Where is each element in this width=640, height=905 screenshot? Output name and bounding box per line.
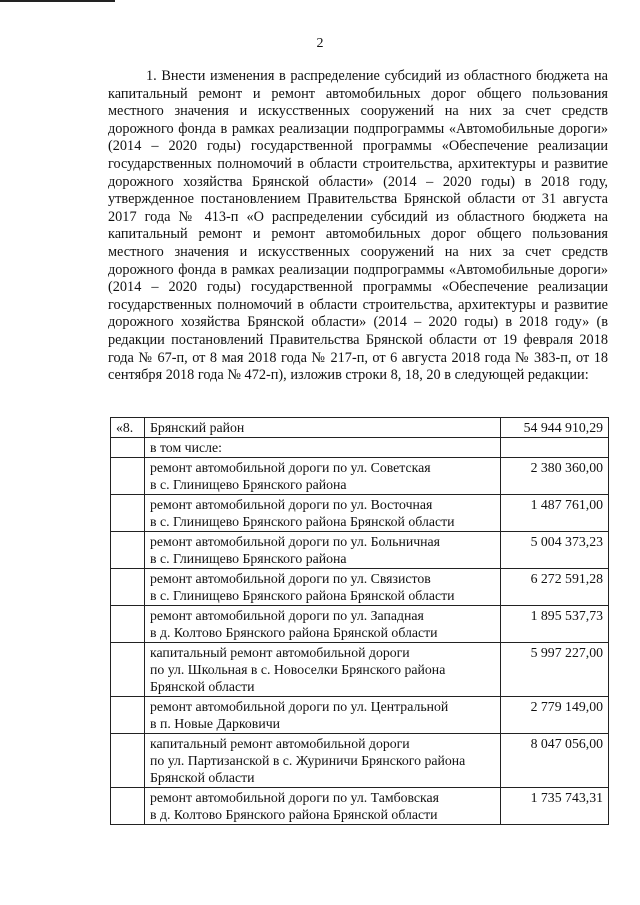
empty-number-cell [111,643,145,697]
description-line: в д. Колтово Брянского района Брянской области [150,625,438,640]
main-paragraph: 1. Внести изменения в распределение субсидий из областного бюджета на капитальный ремонт и ремонт автомобильных дорог общего пользования местного значения и искусственных сооружений на них за счет средств дорожного фонда в рамках реализации подпрограммы «Автомобильные дороги» (2014 – 2020 годы) государственной программы «Обеспечение реализации государственных полномочий в области строительства, архитектуры и развитие дорожного хозяйства Брянской области» (2014 – 2020 годы) в 2018 году, утвержденное постановлением Правительства Брянской области от 31 августа 2017 года № 413-п «О распределении субсидий из областного бюджета на капитальный ремонт и ремонт автомобильных дорог общего пользования местного значения и искусственных сооружений на них за счет средств дорожного фонда в рамках реализации подпрограммы «Автомобильные дороги» (2014 – 2020 годы) государственной программы «Обеспечение реализации государственных полномочий в области строительства, архитектуры и развитие дорожного хозяйства Брянской области» (2014 – 2020 годы) в 2018 году» (в редакции постановлений Правительства Брянской области от 19 февраля 2018 года № 67-п, от 8 мая 2018 года № 217-п, от 6 августа 2018 года № 383-п, от 18 сентября 2018 года № 472-п), изложив строки 8, 18, 20 в следующей редакции: [108,68,608,384]
row-number-cell: «8. [111,418,145,438]
description-cell [145,734,501,788]
amount-cell: 1 735 743,31 [501,788,609,825]
including-cell: в том числе: [145,438,501,458]
top-rule [0,0,115,2]
empty-number-cell [111,788,145,825]
empty-number-cell [111,606,145,643]
amount-cell: 5 997 227,00 [501,643,609,697]
description-line: капитальный ремонт автомобильной дороги [150,736,410,751]
description-line: ремонт автомобильной дороги по ул. Связистов [150,571,431,586]
table-row [111,458,609,495]
table-row [111,734,609,788]
empty-number-cell [111,697,145,734]
description-cell [145,458,501,495]
description-cell [145,643,501,697]
empty-number-cell [111,458,145,495]
table-row [111,532,609,569]
description-line: ремонт автомобильной дороги по ул. Восточная [150,497,433,512]
description-cell [145,788,501,825]
description-line: Брянской области [150,679,255,694]
amount-cell: 2 779 149,00 [501,697,609,734]
description-line: ремонт автомобильной дороги по ул. Советская [150,460,431,475]
description-cell [145,532,501,569]
page-number: 2 [316,36,324,51]
amount-cell: 5 004 373,23 [501,532,609,569]
empty-number-cell [111,734,145,788]
amount-cell: 8 047 056,00 [501,734,609,788]
description-line: ремонт автомобильной дороги по ул. Центральной [150,699,449,714]
description-cell [145,697,501,734]
description-line: ремонт автомобильной дороги по ул. Тамбовская [150,790,440,805]
description-line: по ул. Партизанской в с. Журиничи Брянского района [150,753,466,768]
description-line: в с. Глинищево Брянского района [150,551,347,566]
description-cell [145,606,501,643]
description-line: Брянской области [150,770,255,785]
table-row [111,788,609,825]
table-row-including [111,438,609,458]
description-line: в д. Колтово Брянского района Брянской области [150,807,438,822]
description-line: капитальный ремонт автомобильной дороги [150,645,410,660]
subsidy-table [110,417,609,825]
description-cell [145,569,501,606]
amount-cell: 1 487 761,00 [501,495,609,532]
district-name-cell: Брянский район [145,418,501,438]
empty-number-cell [111,438,145,458]
description-line: ремонт автомобильной дороги по ул. Больничная [150,534,441,549]
empty-number-cell [111,532,145,569]
description-line: в с. Глинищево Брянского района Брянской области [150,588,455,603]
table-row [111,643,609,697]
amount-cell: 2 380 360,00 [501,458,609,495]
description-line: ремонт автомобильной дороги по ул. Западная [150,608,424,623]
amount-cell: 1 895 537,73 [501,606,609,643]
district-amount-cell: 54 944 910,29 [501,418,609,438]
description-line: в с. Глинищево Брянского района [150,477,347,492]
empty-amount-cell [501,438,609,458]
empty-number-cell [111,569,145,606]
description-line: в п. Новые Дарковичи [150,716,281,731]
description-line: по ул. Школьная в с. Новоселки Брянского района [150,662,446,677]
description-cell [145,495,501,532]
table-row [111,606,609,643]
amount-cell: 6 272 591,28 [501,569,609,606]
description-line: в с. Глинищево Брянского района Брянской области [150,514,455,529]
empty-number-cell [111,495,145,532]
table-row [111,495,609,532]
table-row [111,697,609,734]
table-row [111,569,609,606]
table-row-district [111,418,609,438]
